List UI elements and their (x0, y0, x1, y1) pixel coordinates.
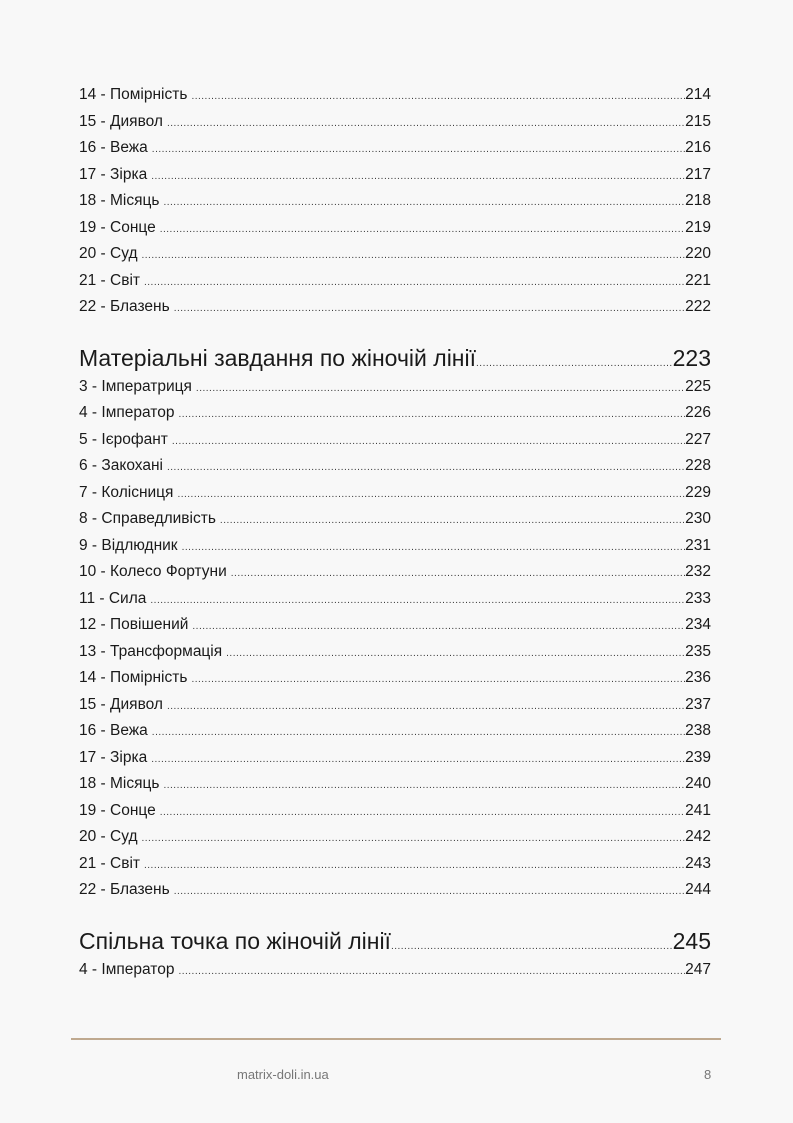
toc-entry-page: 241 (685, 801, 711, 819)
toc-entry[interactable] (79, 855, 711, 882)
toc-entry-label: 22 - Блазень (79, 298, 170, 315)
toc-leader-dots (192, 621, 685, 632)
toc-entry-label: 5 - Ієрофант (79, 430, 168, 448)
toc-section-heading[interactable] (79, 345, 711, 378)
toc-entry-label: 21 - Світ (79, 271, 140, 289)
toc-entry-label: 19 - Сонце (79, 801, 156, 819)
toc-entry-label: 6 - Закохані (79, 457, 163, 474)
toc-entry-page: 214 (685, 86, 711, 103)
toc-entry-page: 227 (685, 430, 711, 448)
toc-entry[interactable] (79, 113, 711, 140)
toc-leader-dots (391, 941, 673, 952)
toc-entry-page: 243 (685, 854, 711, 872)
toc-leader-dots (150, 595, 685, 606)
toc-entry[interactable] (79, 192, 711, 219)
toc-entry[interactable] (79, 272, 711, 299)
toc-entry-page: 236 (685, 669, 711, 686)
toc-entry-page: 235 (685, 642, 711, 660)
toc-group-1 (79, 86, 711, 325)
toc-entry-label: 10 - Колесо Фортуни (79, 563, 227, 580)
toc-entry[interactable] (79, 961, 711, 988)
toc-leader-dots (163, 780, 685, 791)
footer-site-url[interactable]: matrix-doli.in.ua (237, 1067, 329, 1082)
footer-divider (71, 1038, 721, 1040)
toc-entry-page: 247 (685, 960, 711, 978)
toc-leader-dots (220, 515, 685, 526)
toc-entry-page: 221 (685, 271, 711, 289)
toc-section-page: 223 (672, 344, 711, 371)
toc-leader-dots (196, 383, 685, 394)
toc-leader-dots (182, 542, 686, 553)
toc-entry-page: 238 (685, 722, 711, 739)
toc-leader-dots (178, 409, 685, 420)
toc-entry[interactable] (79, 219, 711, 246)
table-of-contents (79, 86, 711, 987)
toc-entry[interactable] (79, 245, 711, 272)
toc-entry[interactable] (79, 669, 711, 696)
toc-entry-page: 220 (685, 245, 711, 262)
toc-entry[interactable] (79, 616, 711, 643)
toc-entry-label: 12 - Повішений (79, 616, 189, 633)
toc-leader-dots (163, 197, 685, 208)
toc-entry-page: 225 (685, 377, 711, 395)
toc-entry-label: 4 - Імператор (79, 960, 175, 978)
toc-entry-page: 230 (685, 510, 711, 527)
toc-entry-label: 15 - Диявол (79, 112, 163, 130)
toc-entry-label: 13 - Трансформація (79, 642, 223, 660)
toc-entry[interactable] (79, 696, 711, 723)
toc-leader-dots (151, 171, 685, 182)
toc-leader-dots (152, 144, 685, 155)
toc-entry-label: 17 - Зірка (79, 165, 148, 183)
toc-leader-dots (177, 489, 685, 500)
toc-entry-page: 222 (685, 298, 711, 315)
toc-entry[interactable] (79, 643, 711, 670)
toc-entry[interactable] (79, 563, 711, 590)
toc-section-heading[interactable] (79, 928, 711, 961)
toc-leader-dots (172, 436, 685, 447)
toc-entry[interactable] (79, 298, 711, 325)
toc-entry-page: 218 (685, 192, 711, 209)
toc-entry-label: 11 - Сила (79, 589, 147, 607)
toc-leader-dots (160, 224, 685, 235)
toc-entry[interactable] (79, 537, 711, 564)
toc-entry-label: 17 - Зірка (79, 748, 148, 766)
toc-entry-label: 4 - Імператор (79, 404, 175, 421)
toc-entry[interactable] (79, 378, 711, 405)
toc-leader-dots (151, 754, 685, 765)
toc-entry-page: 233 (685, 589, 711, 607)
toc-entry-label: 7 - Колісниця (79, 483, 174, 501)
toc-entry[interactable] (79, 431, 711, 458)
toc-entry-label: 9 - Відлюдник (79, 536, 178, 554)
toc-leader-dots (191, 91, 685, 102)
toc-entry-label: 22 - Блазень (79, 881, 170, 898)
toc-entry[interactable] (79, 749, 711, 776)
toc-entry-page: 240 (685, 775, 711, 792)
toc-leader-dots (142, 250, 686, 261)
toc-group-2 (79, 378, 711, 908)
toc-entry-label: 3 - Імператриця (79, 377, 192, 395)
toc-entry-page: 229 (685, 483, 711, 501)
toc-group-3 (79, 961, 711, 988)
toc-leader-dots (142, 833, 686, 844)
toc-leader-dots (167, 462, 685, 473)
toc-leader-dots (167, 701, 685, 712)
toc-entry[interactable] (79, 457, 711, 484)
toc-entry[interactable] (79, 166, 711, 193)
toc-leader-dots (167, 118, 685, 129)
toc-entry[interactable] (79, 881, 711, 908)
toc-entry-page: 232 (685, 563, 711, 580)
toc-leader-dots (152, 727, 685, 738)
toc-leader-dots (160, 807, 685, 818)
toc-leader-dots (144, 860, 685, 871)
toc-entry-page: 234 (685, 616, 711, 633)
toc-entry-page: 217 (685, 165, 711, 183)
toc-entry[interactable] (79, 404, 711, 431)
toc-entry[interactable] (79, 484, 711, 511)
toc-entry-label: 16 - Вежа (79, 139, 148, 156)
toc-entry[interactable] (79, 828, 711, 855)
toc-entry-label: 20 - Суд (79, 245, 138, 262)
toc-entry-label: 18 - Місяць (79, 192, 160, 209)
toc-entry[interactable] (79, 510, 711, 537)
toc-entry-label: 16 - Вежа (79, 722, 148, 739)
toc-entry-label: 15 - Диявол (79, 695, 163, 713)
toc-entry-label: 18 - Місяць (79, 775, 160, 792)
toc-leader-dots (191, 674, 685, 685)
toc-leader-dots (226, 648, 685, 659)
toc-entry[interactable] (79, 722, 711, 749)
toc-entry-label: 8 - Справедливість (79, 510, 216, 527)
toc-entry-label: 21 - Світ (79, 854, 140, 872)
toc-entry-label: 14 - Помірність (79, 669, 188, 686)
toc-entry-page: 239 (685, 748, 711, 766)
toc-section-label: Спільна точка по жіночій лінії (79, 927, 391, 954)
toc-entry[interactable] (79, 86, 711, 113)
toc-leader-dots (144, 277, 685, 288)
toc-leader-dots (476, 358, 673, 369)
toc-entry-label: 14 - Помірність (79, 86, 188, 103)
toc-entry-page: 237 (685, 695, 711, 713)
toc-entry-page: 219 (685, 218, 711, 236)
toc-entry-page: 244 (685, 881, 711, 898)
toc-entry-label: 19 - Сонце (79, 218, 156, 236)
toc-entry-page: 228 (685, 457, 711, 474)
toc-leader-dots (174, 886, 685, 897)
toc-entry[interactable] (79, 802, 711, 829)
toc-entry-page: 231 (685, 536, 711, 554)
toc-section-page: 245 (672, 927, 711, 954)
toc-entry-label: 20 - Суд (79, 828, 138, 845)
toc-section-label: Матеріальні завдання по жіночій лінії (79, 344, 477, 371)
toc-leader-dots (174, 303, 685, 314)
footer-page-number: 8 (704, 1067, 712, 1082)
toc-entry[interactable] (79, 590, 711, 617)
toc-entry-page: 242 (685, 828, 711, 845)
toc-entry[interactable] (79, 775, 711, 802)
toc-leader-dots (178, 966, 685, 977)
toc-entry-page: 215 (685, 112, 711, 130)
toc-entry-page: 216 (685, 139, 711, 156)
toc-entry[interactable] (79, 139, 711, 166)
toc-entry-page: 226 (685, 404, 711, 421)
toc-leader-dots (231, 568, 685, 579)
